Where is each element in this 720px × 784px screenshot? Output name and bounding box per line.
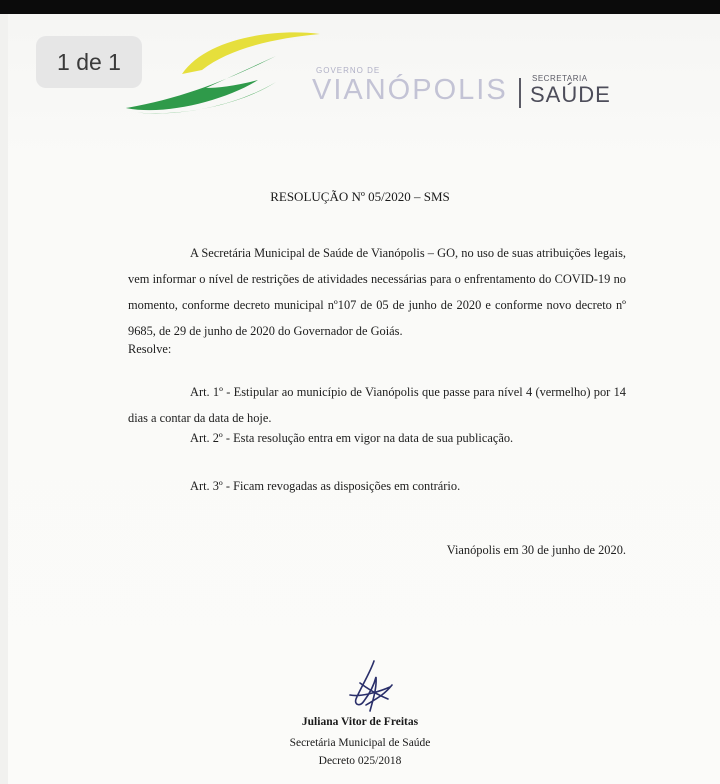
article-3: Art. 3º - Ficam revogadas as disposições em contrário. — [190, 479, 461, 493]
page-indicator: 1 de 1 — [36, 36, 142, 88]
letterhead-government: GOVERNO DE — [316, 66, 381, 75]
letterhead-secretariat: SECRETARIA — [532, 74, 588, 83]
letterhead-city: VIANÓPOLIS — [312, 74, 508, 106]
place-date: Vianópolis em 30 de junho de 2020. — [446, 543, 626, 557]
resolution-title: RESOLUÇÃO Nº 05/2020 – SMS — [270, 189, 450, 204]
signatory-name: Juliana Vitor de Freitas — [301, 716, 419, 728]
signatory-decree: Decreto 025/2018 — [318, 755, 402, 767]
letterhead-logo — [126, 26, 646, 126]
article-1: Art. 1º - Estipular ao município de Vianópolis que passe para nível 4 (vermelho) por 14 dias a contar da data de hoje. — [128, 385, 626, 425]
article-2: Art. 2º - Esta resolução entra em vigor na data de sua publicação. — [190, 431, 514, 445]
letterhead-department: SAÚDE — [530, 82, 611, 107]
signatory-role: Secretária Municipal de Saúde — [289, 737, 431, 749]
resolve-label: Resolve: — [128, 342, 172, 356]
letterhead-divider — [519, 78, 521, 108]
intro-paragraph: A Secretária Municipal de Saúde de Vianópolis – GO, no uso de suas atribuições legais, vem informar o nível de restrições de atividades necessárias para o enfrentamento do COVID-19 no momento, conforme decreto municipal nº107 de 05 de junho de 2020 e conforme novo decreto nº 9685, de 29 de junho de 2020 do Governador de Goiás. — [128, 246, 626, 338]
status-bar — [0, 0, 720, 14]
handwritten-signature — [330, 655, 410, 717]
swoosh-logo-icon — [126, 26, 326, 126]
